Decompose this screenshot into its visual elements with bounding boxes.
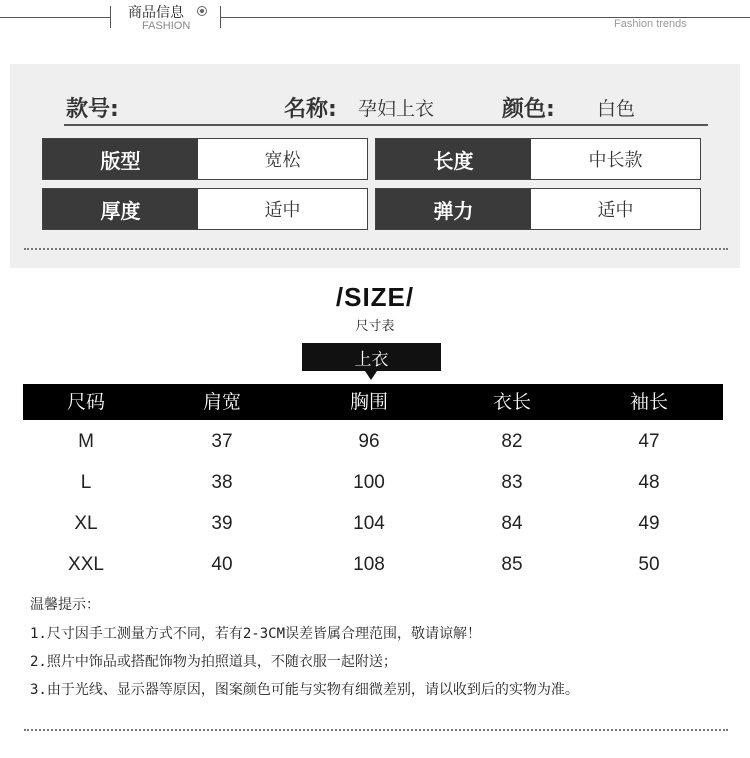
cell-shoulder: 40 [211,554,233,575]
dotted-divider-top [24,248,728,250]
color-label: 颜色: [502,97,555,122]
header-shoulder: 肩宽 [202,391,241,413]
cell-bust: 108 [353,554,385,575]
cell-length: 83 [501,472,523,493]
note-line: 3.由于光线、显示器等原因，图案颜色可能与实物有细微差别，请以收到后的实物为准。 [30,682,579,698]
cell-size: XL [74,513,98,534]
cell-bust: 100 [353,472,385,493]
header-title: 商品信息 [128,5,184,21]
tag-arrow-icon [365,371,377,380]
dotted-divider-bottom [24,729,728,731]
cell-bust: 104 [353,513,385,534]
attribute-key: 版型 [43,139,198,179]
header-length: 衣长 [492,391,531,413]
note-line: 1.尺寸因手工测量方式不同，若有2-3CM误差皆属合理范围，敬请谅解！ [30,626,481,642]
attribute-value: 中长款 [588,150,643,171]
attribute-fit [42,138,368,180]
cell-sleeve: 47 [638,431,660,452]
header-sleeve: 袖长 [629,391,668,413]
header-line-left [0,17,110,18]
attribute-length [375,138,701,180]
attribute-thickness [42,188,368,230]
cell-bust: 96 [358,431,380,452]
note-line: 2.照片中饰品或搭配饰物为拍照道具，不随衣服一起附送； [30,654,397,670]
cell-shoulder: 38 [211,472,233,493]
header-bust: 胸围 [349,391,388,413]
style-number-label: 款号: [66,97,119,122]
info-divider [64,124,708,126]
header-tagline: Fashion trends [614,18,687,30]
cell-size: M [78,431,94,452]
size-title: /SIZE/ [335,282,415,312]
header-size: 尺码 [66,391,105,413]
radio-dot-icon [197,6,207,16]
notes-title: 温馨提示： [30,597,100,613]
attribute-key: 厚度 [43,189,198,229]
attribute-key: 长度 [376,139,531,179]
product-name-value: 孕妇上衣 [358,98,435,120]
cell-size: XXL [68,554,104,575]
attribute-value: 适中 [597,200,634,221]
cell-sleeve: 48 [638,472,660,493]
cell-shoulder: 37 [211,431,233,452]
cell-shoulder: 39 [211,513,233,534]
cell-sleeve: 49 [638,513,660,534]
header-subtitle: FASHION [142,20,191,32]
size-table-header [23,384,723,420]
cell-size: L [80,472,92,493]
category-tag: 上衣 [302,343,441,371]
size-subtitle: 尺寸表 [355,319,395,334]
cell-sleeve: 50 [638,554,660,575]
cell-length: 82 [501,431,523,452]
attribute-elasticity [375,188,701,230]
attribute-key: 弹力 [376,189,531,229]
cell-length: 85 [501,554,523,575]
product-name-label: 名称: [284,97,337,122]
attribute-value: 适中 [264,200,301,221]
header-divider-left [110,6,111,28]
cell-length: 84 [501,513,523,534]
attribute-value: 宽松 [264,150,301,171]
color-value: 白色 [597,98,636,120]
